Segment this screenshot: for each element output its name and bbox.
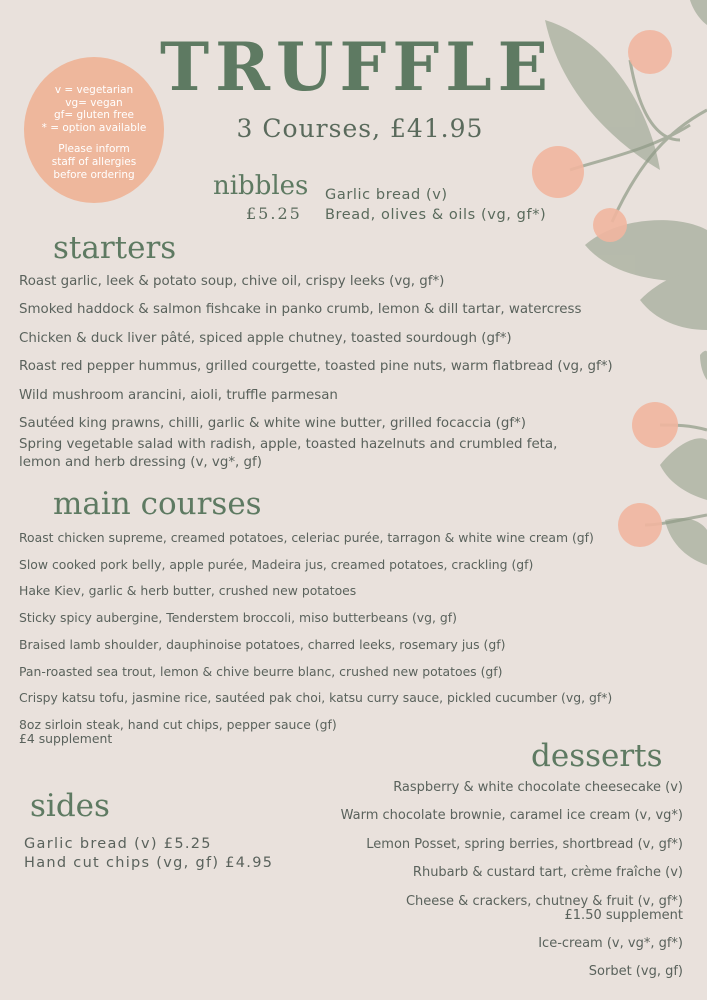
legend-line: v = vegetarian — [54, 84, 134, 96]
dessert-item: Cheese & crackers, chutney & fruit (v, gf*) — [405, 894, 683, 909]
main-item: Sticky spicy aubergine, Tenderstem broccoli, miso butterbeans (vg, gf) — [19, 610, 457, 625]
starter-item: Spring vegetable salad with radish, apple, toasted hazelnuts and crumbled feta, — [19, 437, 558, 452]
starter-item: Roast red pepper hummus, grilled courgette, toasted pine nuts, warm flatbread (vg, gf*) — [19, 359, 613, 374]
dessert-item: Raspberry & white chocolate cheesecake (v) — [393, 780, 683, 795]
main-item: Slow cooked pork belly, apple purée, Madeira jus, creamed potatoes, crackling (gf) — [19, 557, 534, 572]
allergy-note-line: staff of allergies — [51, 155, 137, 168]
main-item: Crispy katsu tofu, jasmine rice, sautéed pak choi, katsu curry sauce, pickled cucumber (vg, gf*) — [19, 690, 613, 705]
dietary-legend — [24, 57, 164, 203]
dessert-item: Sorbet (vg, gf) — [588, 964, 683, 979]
starter-item: Smoked haddock & salmon fishcake in panko crumb, lemon & dill tartar, watercress — [19, 302, 582, 317]
starter-item: Chicken & duck liver pâté, spiced apple chutney, toasted sourdough (gf*) — [19, 331, 512, 346]
allergy-note-line: Please inform — [58, 143, 130, 156]
nibbles-item: Bread, olives & oils (vg, gf*) — [325, 207, 547, 223]
side-item: Garlic bread (v) £5.25 — [24, 836, 212, 852]
starter-item: lemon and herb dressing (v, vg*, gf) — [19, 455, 262, 470]
starter-item: Sautéed king prawns, chilli, garlic & white wine butter, grilled focaccia (gf*) — [19, 416, 526, 431]
side-item: Hand cut chips (vg, gf) £4.95 — [24, 855, 274, 871]
dessert-item: Rhubarb & custard tart, crème fraîche (v) — [412, 865, 683, 880]
nibbles-heading: nibbles — [213, 171, 309, 201]
main-courses-heading: main courses — [53, 486, 262, 522]
dessert-item: Ice-cream (v, vg*, gf*) — [538, 936, 683, 951]
sides-heading: sides — [30, 788, 110, 824]
leaf-icon — [545, 0, 707, 565]
desserts-heading: desserts — [531, 738, 663, 774]
main-item: 8oz sirloin steak, hand cut chips, pepper sauce (gf) — [19, 717, 337, 732]
starter-item: Wild mushroom arancini, aioli, truffle parmesan — [19, 388, 338, 403]
nibbles-item: Garlic bread (v) — [325, 187, 448, 203]
dessert-item: Warm chocolate brownie, caramel ice cream (v, vg*) — [340, 808, 683, 823]
allergy-note-line: before ordering — [53, 168, 135, 181]
nibbles-list — [325, 185, 546, 225]
main-item: Pan-roasted sea trout, lemon & chive beurre blanc, crushed new potatoes (gf) — [19, 664, 503, 679]
restaurant-title: TRUFFLE — [160, 28, 554, 106]
price-subtitle: 3 Courses, £41.95 — [236, 114, 484, 143]
nibbles-price: £5.25 — [246, 204, 302, 223]
main-item: Hake Kiev, garlic & herb butter, crushed new potatoes — [19, 583, 357, 598]
legend-line: vg= vegan — [65, 96, 123, 109]
legend-line: gf= gluten free — [53, 109, 134, 122]
legend-line: * = option available — [41, 121, 147, 134]
main-item: Braised lamb shoulder, dauphinoise potatoes, charred leeks, rosemary jus (gf) — [19, 637, 506, 652]
supplement-note: £4 supplement — [19, 731, 113, 746]
dessert-item: Lemon Posset, spring berries, shortbread (v, gf*) — [366, 837, 683, 852]
starters-heading: starters — [53, 230, 177, 266]
main-item: Roast chicken supreme, creamed potatoes, celeriac purée, tarragon & white wine cream (gf) — [19, 530, 594, 545]
starter-item: Roast garlic, leek & potato soup, chive oil, crispy leeks (vg, gf*) — [19, 274, 445, 289]
supplement-note: £1.50 supplement — [564, 908, 683, 923]
